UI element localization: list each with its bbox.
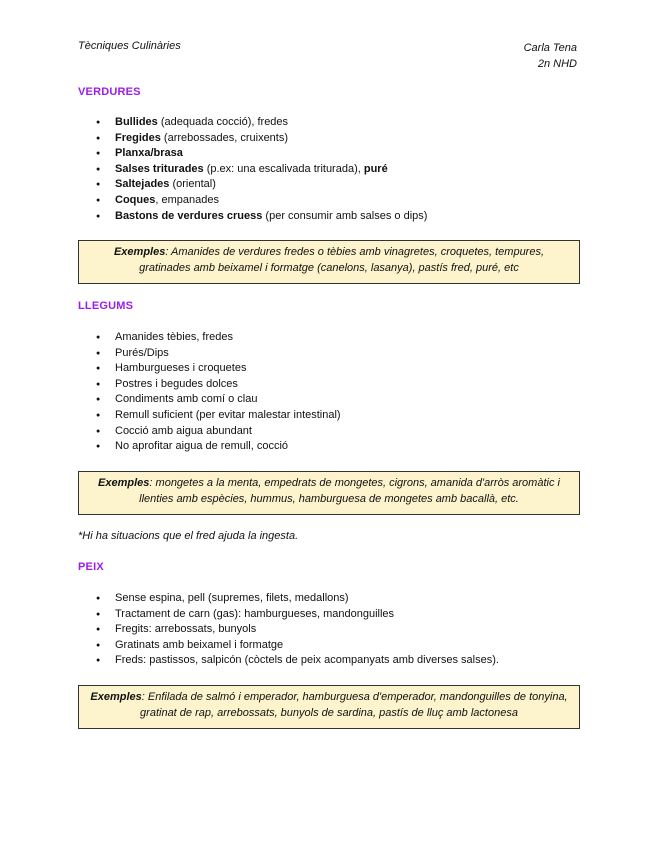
- list-item: ● Condiments amb comí o clau: [78, 392, 341, 408]
- list-item: ● Bullides (adequada cocció), fredes: [78, 115, 427, 131]
- header-subject: Tècniques Culinàries: [78, 40, 181, 52]
- list-item: ● Tractament de carn (gas): hamburgueses, mandonguilles: [78, 607, 499, 623]
- list-item: ● Freds: pastissos, salpicón (còctels de peix acompanyats amb diverses salses).: [78, 653, 499, 669]
- list-item: ● Saltejades (oriental): [78, 177, 427, 193]
- section-title-verdures: VERDURES: [78, 86, 141, 98]
- list-item: ● Purés/Dips: [78, 346, 341, 362]
- llegums-list: [78, 330, 341, 455]
- examples-text: : Enfilada de salmó i emperador, hamburguesa d'emperador, mandonguilles de tonyina, gratinat de rap, arrebossats, bunyols de sardina, pastís de lluç amb lactonesa: [140, 691, 568, 719]
- list-item: ● Coques, empanades: [78, 193, 427, 209]
- section-title-llegums: LLEGUMS: [78, 300, 134, 312]
- peix-examples-box: [78, 685, 580, 729]
- examples-text: : Amanides de verdures fredes o tèbies amb vinagretes, croquetes, tempures, gratinades amb beixamel i formatge (canelons, lasanya), pastís fred, puré, etc: [139, 246, 545, 274]
- list-item: ● Fregits: arrebossats, bunyols: [78, 622, 499, 638]
- examples-label: Exemples: [113, 246, 166, 258]
- list-item: ● Bastons de verdures cruess (per consumir amb salses o dips): [78, 209, 427, 225]
- verdures-list: [78, 115, 427, 224]
- header-author: [524, 40, 577, 72]
- list-item: ● Remull suficient (per evitar malestar intestinal): [78, 408, 341, 424]
- list-item: ● Postres i begudes dolces: [78, 377, 341, 393]
- list-item: ● Amanides tèbies, fredes: [78, 330, 341, 346]
- header-author-name: Carla Tena: [523, 42, 577, 54]
- verdures-examples-box: [78, 240, 580, 284]
- examples-label: Exemples: [98, 477, 150, 489]
- list-item: ● No aprofitar aigua de remull, cocció: [78, 439, 341, 455]
- list-item: ● Gratinats amb beixamel i formatge: [78, 638, 499, 654]
- section-title-peix: PEIX: [78, 561, 104, 573]
- list-item: ● Salses triturades (p.ex: una escalivada triturada), puré: [78, 162, 427, 178]
- llegums-examples-box: [78, 471, 580, 515]
- list-item: ● Planxa/brasa: [78, 146, 427, 162]
- list-item: ● Cocció amb aigua abundant: [78, 424, 341, 440]
- examples-text: : mongetes a la menta, empedrats de mongetes, cigrons, amanida d'arròs aromàtic i llenties amb espècies, hummus, hamburguesa de mongetes amb bacallà, etc.: [139, 477, 560, 505]
- list-item: ● Fregides (arrebossades, cruixents): [78, 131, 427, 147]
- note: *Hi ha situacions que el fred ajuda la ingesta.: [78, 530, 299, 542]
- list-item: ● Sense espina, pell (supremes, filets, medallons): [78, 591, 499, 607]
- list-item: ● Hamburgueses i croquetes: [78, 361, 341, 377]
- header-course: 2n NHD: [537, 58, 577, 70]
- examples-label: Exemples: [90, 691, 142, 703]
- peix-list: [78, 591, 499, 669]
